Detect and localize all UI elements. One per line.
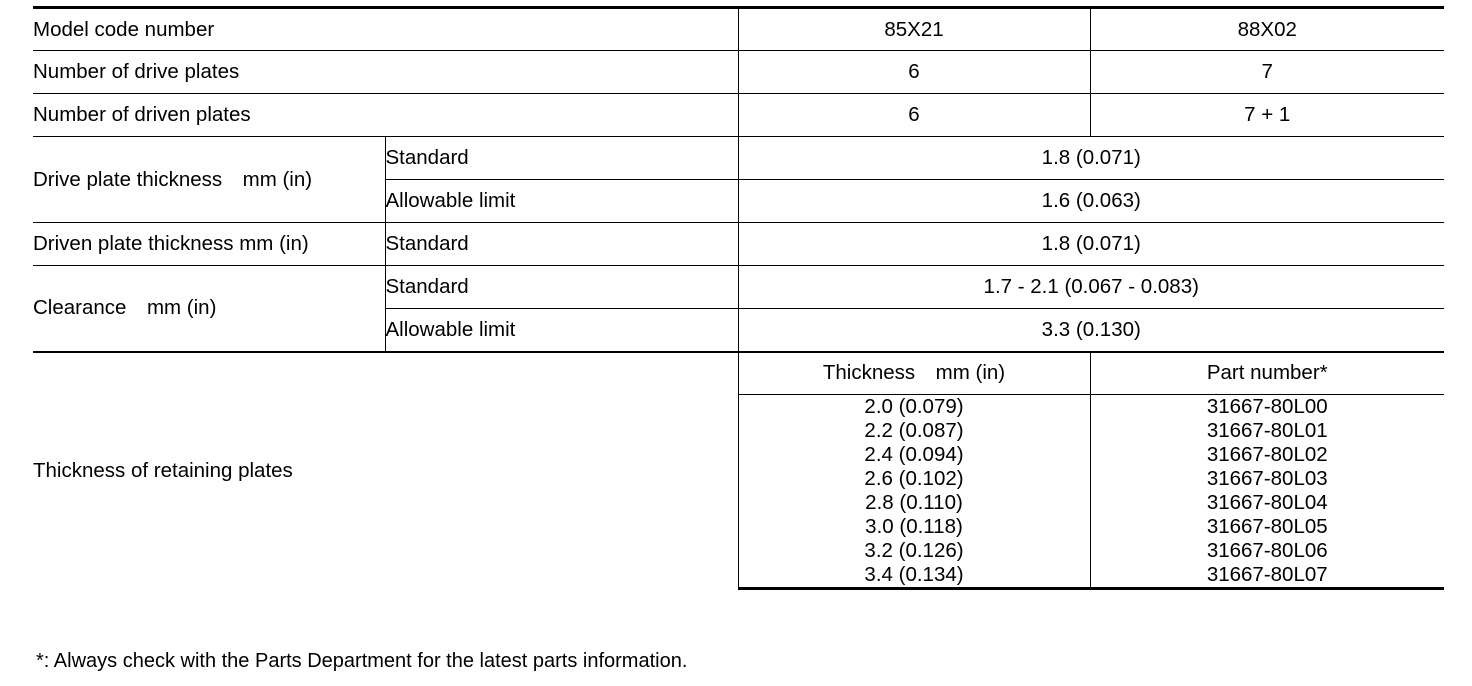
part-number-value: 31667-80L00	[1206, 395, 1328, 418]
drive-thickness-label: Drive plate thickness mm (in)	[33, 137, 385, 223]
retaining-part-header: Part number*	[1090, 352, 1444, 395]
drive-plates-88x02: 7	[1090, 51, 1444, 94]
drive-thickness-limit-label: Allowable limit	[385, 180, 738, 223]
clearance-standard-value: 1.7 - 2.1 (0.067 - 0.083)	[738, 266, 1444, 309]
clearance-limit-value: 3.3 (0.130)	[738, 309, 1444, 352]
part-number-value: 31667-80L06	[1206, 539, 1328, 562]
driven-thickness-label: Driven plate thickness mm (in)	[33, 223, 385, 266]
part-number-value: 31667-80L01	[1206, 419, 1328, 442]
thickness-value: 2.2 (0.087)	[864, 419, 964, 442]
drive-plates-85x21: 6	[738, 51, 1090, 94]
retaining-plates-label: Thickness of retaining plates	[33, 352, 738, 589]
clearance-standard-label: Standard	[385, 266, 738, 309]
spec-table	[33, 6, 1444, 590]
thickness-value: 2.0 (0.079)	[864, 395, 964, 418]
thickness-value: 3.4 (0.134)	[864, 563, 964, 586]
driven-plates-85x21: 6	[738, 94, 1090, 137]
part-number-value: 31667-80L07	[1206, 563, 1328, 586]
drive-thickness-limit-value: 1.6 (0.063)	[738, 180, 1444, 223]
driven-plates-row	[33, 94, 1444, 137]
model-88x02-header: 88X02	[1090, 8, 1444, 51]
part-number-value: 31667-80L04	[1206, 491, 1328, 514]
thickness-value: 2.8 (0.110)	[865, 491, 963, 514]
driven-plates-88x02: 7 + 1	[1090, 94, 1444, 137]
clearance-label: Clearance mm (in)	[33, 266, 385, 352]
driven-thickness-row	[33, 223, 1444, 266]
thickness-value: 2.4 (0.094)	[864, 443, 964, 466]
model-code-label: Model code number	[33, 8, 738, 51]
retaining-header-row	[33, 352, 1444, 395]
drive-thickness-standard-value: 1.8 (0.071)	[738, 137, 1444, 180]
part-number-value: 31667-80L05	[1206, 515, 1328, 538]
drive-thickness-standard-label: Standard	[385, 137, 738, 180]
drive-thickness-standard-row	[33, 137, 1444, 180]
parts-footnote: *: Always check with the Parts Department for the latest parts information.	[36, 650, 688, 672]
clearance-limit-label: Allowable limit	[385, 309, 738, 352]
driven-thickness-standard-label: Standard	[385, 223, 738, 266]
thickness-value: 2.6 (0.102)	[864, 467, 964, 490]
drive-plates-label: Number of drive plates	[33, 51, 738, 94]
clearance-standard-row	[33, 266, 1444, 309]
driven-plates-label: Number of driven plates	[33, 94, 738, 137]
thickness-value: 3.2 (0.126)	[864, 539, 964, 562]
retaining-thickness-header: Thickness mm (in)	[738, 352, 1090, 395]
model-85x21-header: 85X21	[738, 8, 1090, 51]
drive-plates-row	[33, 51, 1444, 94]
retaining-thickness-list	[738, 395, 1090, 589]
part-number-value: 31667-80L03	[1206, 467, 1328, 490]
thickness-value: 3.0 (0.118)	[865, 515, 963, 538]
driven-thickness-standard-value: 1.8 (0.071)	[738, 223, 1444, 266]
part-number-value: 31667-80L02	[1206, 443, 1328, 466]
retaining-part-list	[1090, 395, 1444, 589]
model-code-row	[33, 8, 1444, 51]
